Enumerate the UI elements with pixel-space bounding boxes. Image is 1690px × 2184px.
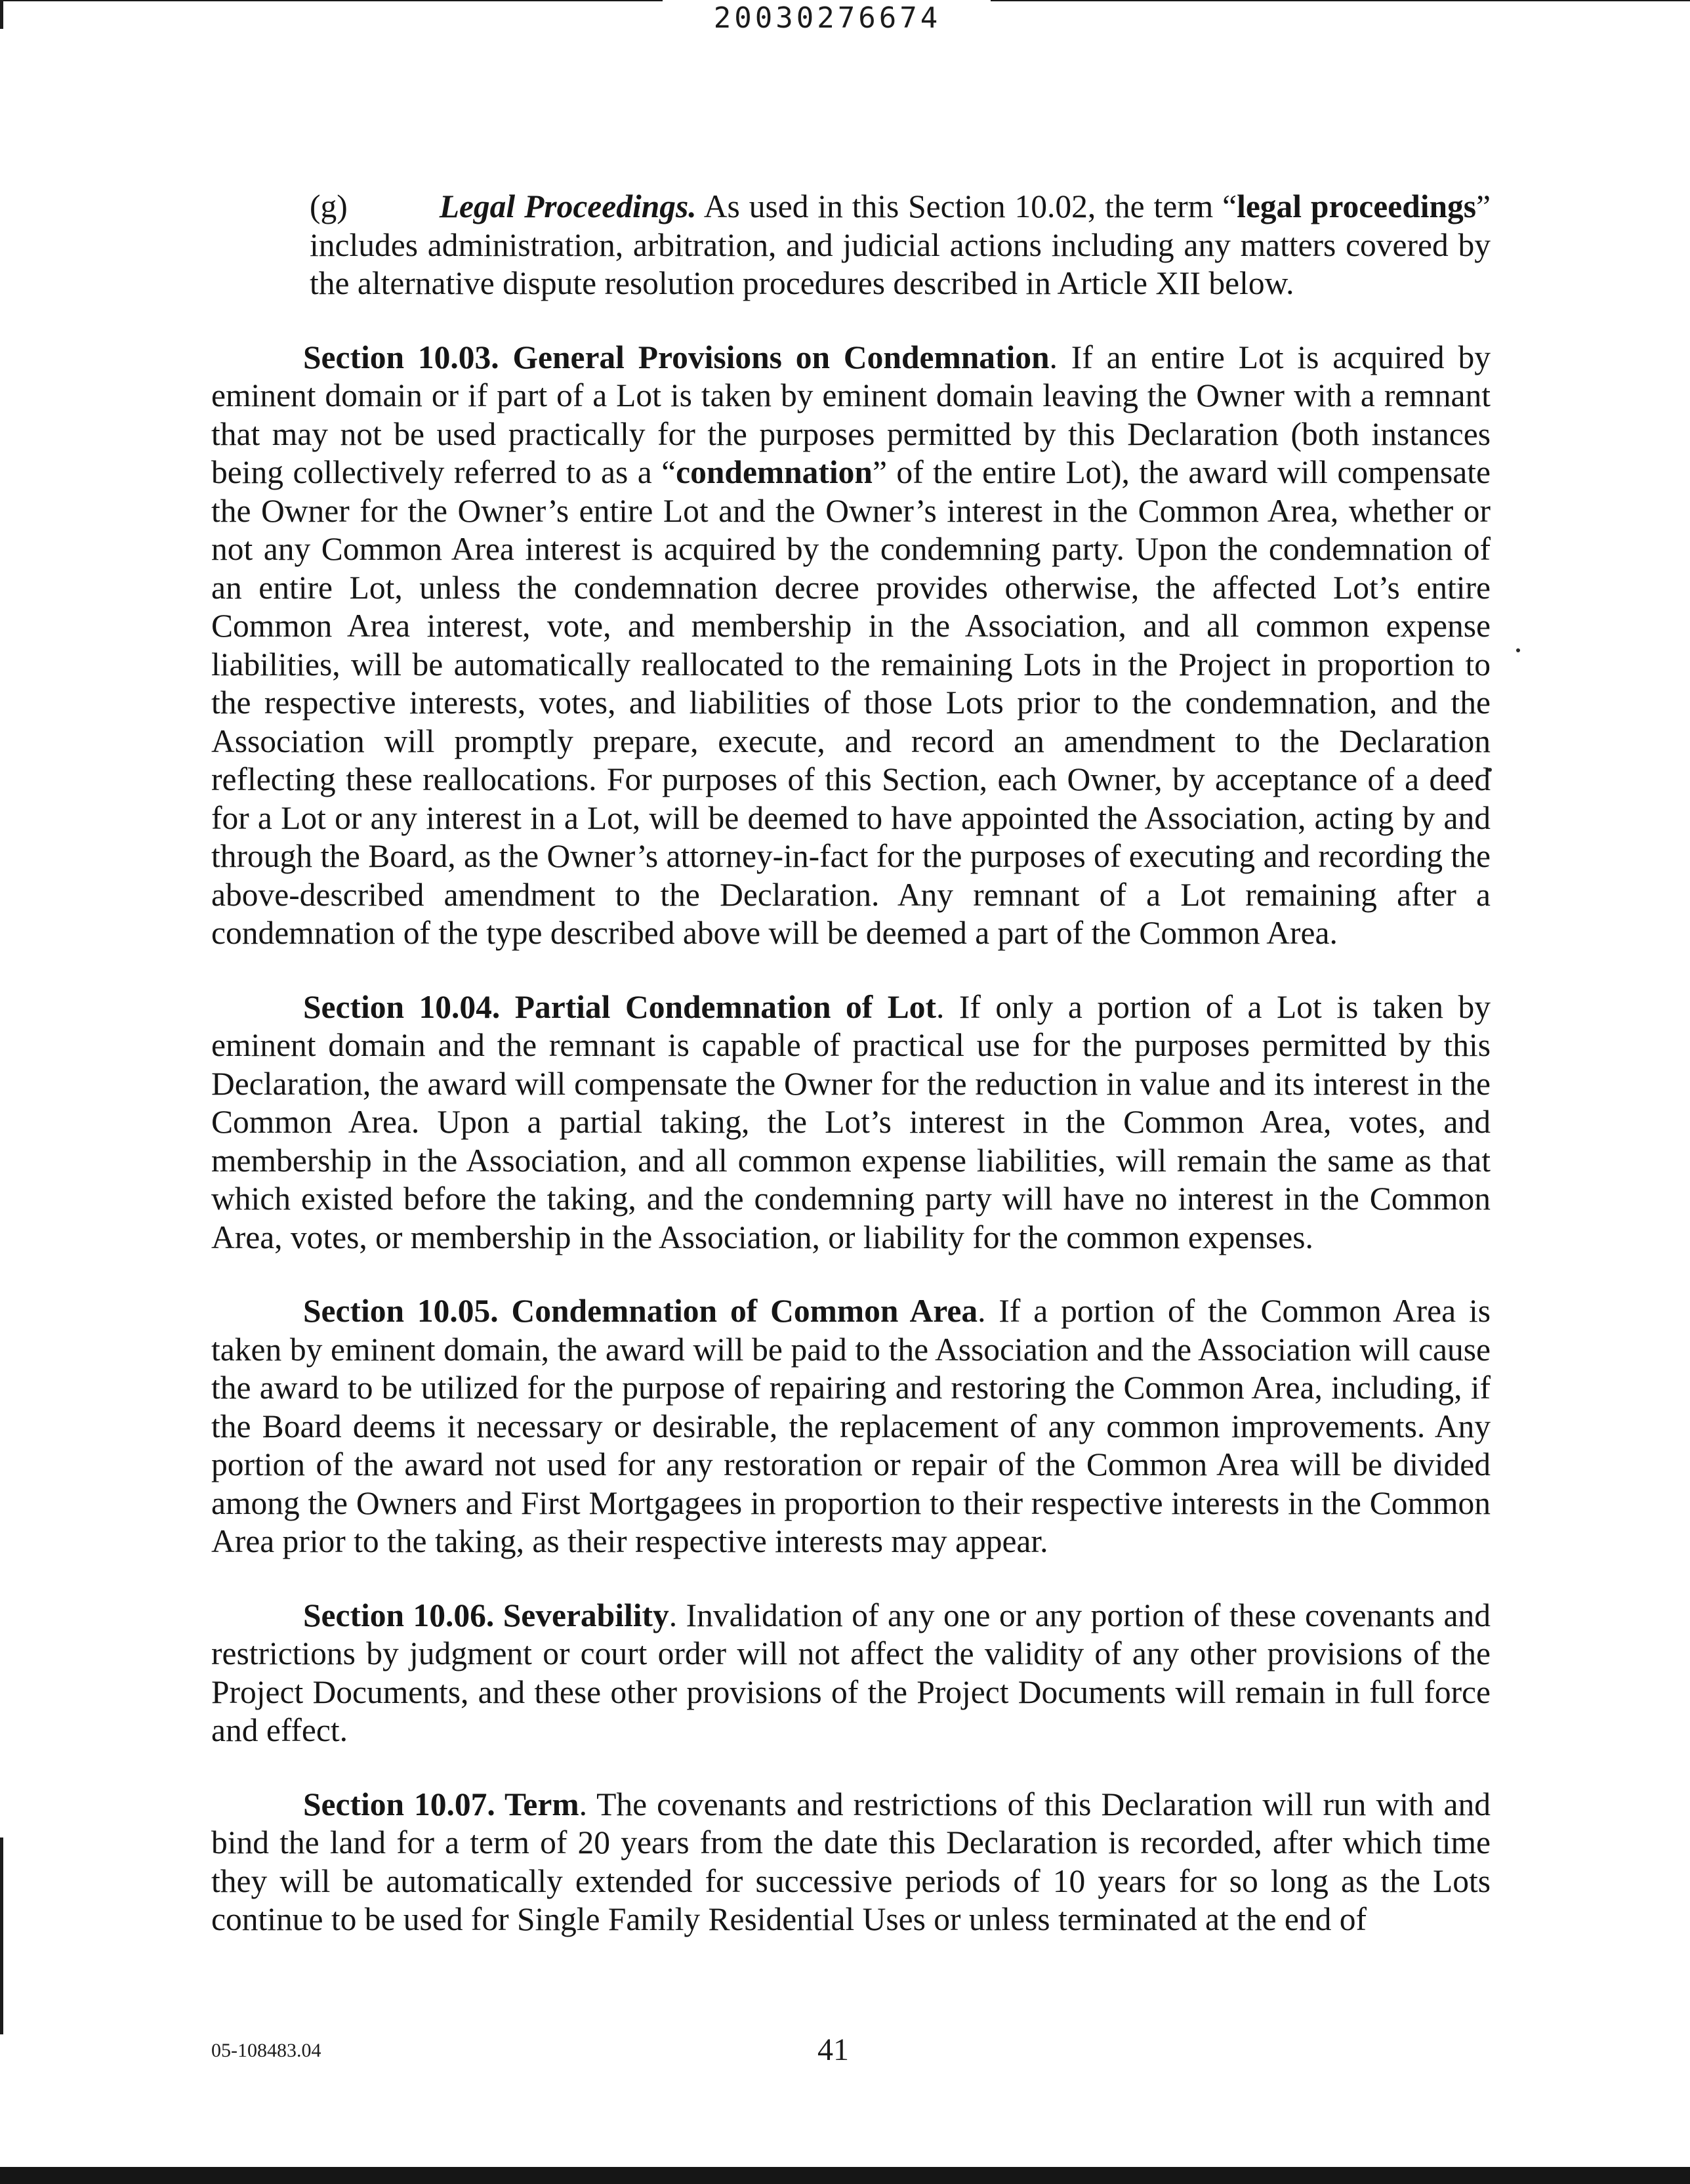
defined-term: legal proceedings	[1237, 188, 1477, 224]
scan-edge	[0, 1838, 3, 2034]
section-10-07	[211, 1786, 1491, 1939]
paragraph-heading: Legal Proceedings.	[439, 188, 697, 224]
section-heading: Section 10.06. Severability	[303, 1597, 669, 1633]
section-text: ” of the entire Lot), the award will compensate the Owner for the Owner’s entire Lot and the Owner’s interest in the Common Area, whether or not any Common Area interest is acquired by the condemning party. Upon the condemnation of an entire Lot, unless the condemnation decree provides otherwise, the affected Lot’s entire Common Area interest, vote, and membership in the Association, and all common expense liabilities, will be automatically reallocated to the remaining Lots in the Project in proportion to the respective interests, votes, and liabilities of those Lots prior to the condemnation, and the Association will promptly prepare, execute, and record an amendment to the Declaration reflecting these reallocations. For purposes of this Section, each Owner, by acceptance of a deed for a Lot or any interest in a Lot, will be deemed to have appointed the Association, acting by and through the Board, as the Owner’s attorney-in-fact for the purposes of executing and recording the above-described amendment to the Declaration. Any remnant of a Lot remaining after a condemnation of the type described above will be deemed a part of the Common Area.	[211, 454, 1491, 951]
section-text: . If only a portion of a Lot is taken by eminent domain and the remnant is capable of practical use for the purposes permitted by this Declaration, the award will compensate the Owner for the reduction in value and its interest in the Common Area. Upon a partial taking, the Lot’s interest in the Common Area, votes, and membership in the Association, and all common expense liabilities, will remain the same as that which existed before the taking, and the condemning party will have no interest in the Common Area, votes, or membership in the Association, or liability for the common expenses.	[211, 988, 1491, 1255]
scan-speck	[1516, 648, 1520, 652]
section-10-04	[211, 988, 1491, 1257]
footer-document-id: 05-108483.04	[211, 2040, 321, 2061]
section-text: . If an entire Lot is acquired by eminent domain or if part of a Lot is taken by eminent domain leaving the Owner with a remnant that may not be used practically for the purposes permitted by this Declaration (both instances being collectively referred to as a “	[211, 339, 1491, 490]
section-text: . If a portion of the Common Area is taken by eminent domain, the award will be paid to the Association and the Association will cause the award to be utilized for the purpose of repairing and restoring the Common Area, including, if the Board deems it necessary or desirable, the replacement of any common improvements. Any portion of the award not used for any restoration or repair of the Common Area will be divided among the Owners and First Mortgagees in proportion to their respective interests in the Common Area prior to the taking, as their respective interests may appear.	[211, 1293, 1491, 1559]
scan-edge	[0, 0, 3, 29]
section-10-03	[211, 339, 1491, 953]
section-heading: Section 10.04. Partial Condemnation of Lot	[303, 988, 936, 1025]
defined-term: condemnation	[676, 454, 873, 490]
section-heading: Section 10.05. Condemnation of Common Area	[303, 1293, 978, 1329]
document-number: 20030276674	[713, 1, 941, 35]
section-heading: Section 10.07. Term	[303, 1786, 579, 1822]
section-10-05	[211, 1292, 1491, 1561]
document-body	[211, 188, 1491, 1975]
paragraph-label: (g)	[310, 188, 348, 224]
section-10-06	[211, 1597, 1491, 1750]
paragraph-legal-proceedings	[211, 188, 1491, 303]
top-border-rule	[991, 0, 1690, 1]
bottom-scan-band	[0, 2167, 1690, 2184]
section-text: . The covenants and restrictions of this Declaration will run with and bind the land for a term of 20 years from the date this Declaration is recorded, after which time they will be automatically extended for successive periods of 10 years for so long as the Lots continue to be used for Single Family Residential Uses or unless terminated at the end of	[211, 1786, 1491, 1937]
paragraph-text: ” includes administration, arbitration, and judicial actions including any matters covered by the alternative dispute resolution procedures described in Article XII below.	[310, 188, 1491, 301]
section-heading: Section 10.03. General Provisions on Condemnation	[303, 339, 1050, 375]
page-number: 41	[817, 2032, 849, 2067]
top-border-rule	[0, 0, 663, 1]
section-text: . Invalidation of any one or any portion of these covenants and restrictions by judgment or court order will not affect the validity of any other provisions of the Project Documents, and these other provisions of the Project Documents will remain in full force and effect.	[211, 1597, 1491, 1748]
paragraph-text: As used in this Section 10.02, the term “	[696, 188, 1237, 224]
